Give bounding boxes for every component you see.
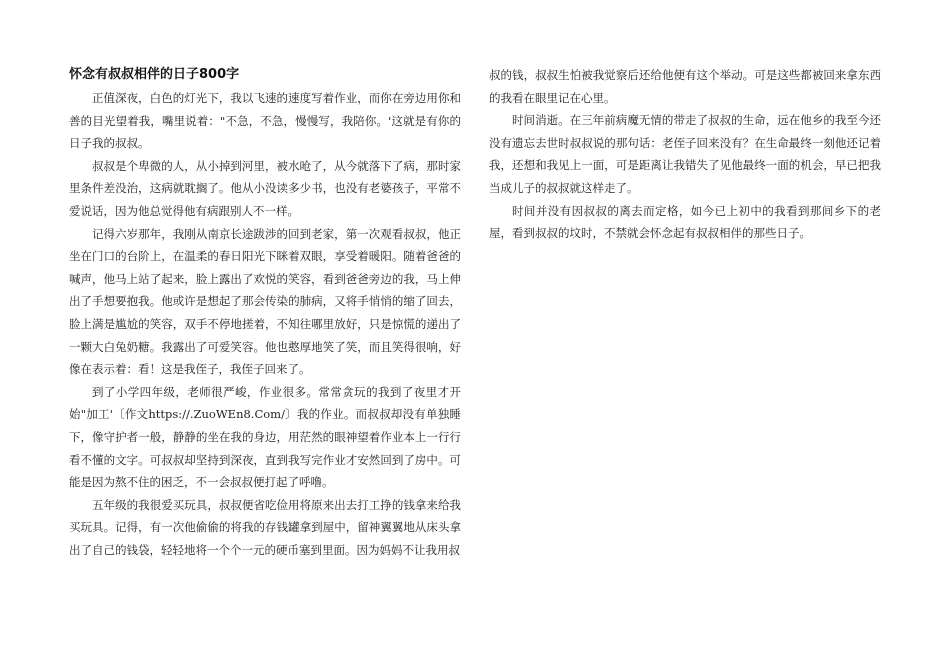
paragraph-3: 记得六岁那年，我刚从南京长途跋涉的回到老家，第一次观看叔叔，他正坐在门口的台阶上，在温柔的春日阳光下眯着双眼，享受着暖阳。随着爸爸的喊声，他马上站了起来，脸上露出了欢悦的笑容，看到爸爸旁边的我，马上伸出了手想要抱我。他或许是想起了那会传染的肺病，又将手悄悄的缩了回去，脸上满是尴尬的笑容，双手不停地搓着，不知往哪里放好，只是惊慌的递出了一颗大白兔奶糖。我露出了可爱笑容。他也憨厚地笑了笑，而且笑得很响，好像在表示着：看！这是我侄子，我侄子回来了。 (69, 226, 461, 377)
paragraph-6: 时间消逝。在三年前病魔无情的带走了叔叔的生命，远在他乡的我至今还没有遗忘去世时叔叔说的那句话：老侄子回来没有？在生命最终一刻他还记着我，还想和我见上一面，可是距离让我错失了见他最终一面的机会，早已把我当成儿子的叔叔就这样走了。 (489, 113, 881, 195)
paragraph-5-continued: 叔的钱，叔叔生怕被我觉察后还给他便有这个举动。可是这些都被回来拿东西的我看在眼里记在心里。 (489, 68, 881, 105)
paragraph-5: 五年级的我很爱买玩具，叔叔便省吃俭用将原来出去打工挣的钱拿来给我买玩具。记得，有一次他偷偷的将我的存钱罐拿到屋中，留神翼翼地从床头拿出了自己的钱袋，轻轻地将一个个一元的硬币塞到里面。因为妈妈不让我用叔 (69, 497, 461, 557)
paragraph-7: 时间并没有因叔叔的离去而定格，如今已上初中的我看到那间乡下的老屋，看到叔叔的坟时，不禁就会怀念起有叔叔相伴的那些日子。 (489, 203, 881, 241)
left-column (69, 64, 461, 561)
document-title: 怀念有叔叔相伴的日子800字 (69, 67, 240, 82)
right-column (489, 64, 881, 245)
paragraph-2: 叔叔是个卑微的人，从小掉到河里，被水呛了，从今就落下了病，那时家里条件差没治，这病就耽搁了。他从小没读多少书，也没有老婆孩子，平常不爱说话，因为他总觉得他有病跟别人不一样。 (69, 158, 461, 218)
paragraph-1: 正值深夜，白色的灯光下，我以飞速的速度写着作业，而你在旁边用你和善的目光望着我，嘴里说着："不急，不急，慢慢写，我陪你。'这就是有你的日子我的叔叔。 (69, 91, 461, 151)
paragraph-4: 到了小学四年级，老师很严峻，作业很多。常常贪玩的我到了夜里才开始"加工'〔作文https://.ZuoWEn8.Com/〕我的作业。而叔叔却没有单独睡下，像守护者一般，静静的坐在我的身边，用茫然的眼神望着作业本上一行行看不懂的文字。可叔叔却坚持到深夜，直到我写完作业才安然回到了房中。可能是因为熬不住的困乏，不一会叔叔便打起了呼噜。 (69, 384, 461, 490)
